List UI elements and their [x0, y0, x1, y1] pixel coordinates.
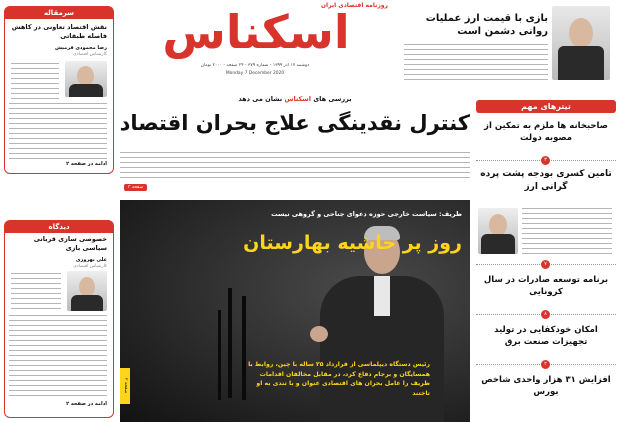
photo-story-kicker: ظریف: سیاست خارجی حوزه دعوای جناحی و گروهی نیست [271, 210, 462, 218]
headline-item-2[interactable] [476, 164, 616, 260]
photo-story[interactable] [120, 200, 470, 422]
left-box-opinion-photo [67, 271, 107, 311]
author-suit [71, 295, 103, 311]
top-story-photo [552, 6, 610, 80]
left-box-editorial-label: سرمقاله [5, 7, 113, 19]
photo-story-title: روز پر حاشیه بهارستان [243, 232, 462, 254]
left-box-editorial-photo [65, 61, 107, 97]
masthead [118, 0, 392, 80]
main-story-title: کنترل نقدینگی علاج بحران اقتصاد [119, 111, 470, 135]
microphone-3 [218, 310, 221, 400]
left-box-editorial-more[interactable]: ادامه در صفحه ۲ [66, 161, 107, 167]
photo-story-caption: رئیس دستگاه دیپلماسی از قرارداد ۲۵ ساله با چین، روابط با همسایگان و برجام دفاع کرد، در مقابل مخالفان اقدامات ظریف را عامل بحران های اقتصادی عنوان و با تندی به او تاختند [248, 361, 430, 397]
kicker-brand: اسکناس [284, 95, 311, 103]
masthead-title: اسکناس [162, 5, 350, 59]
top-story-title: بازی با قیمت ارز عملیات روانی دشمن است [425, 13, 548, 37]
left-box-opinion[interactable] [4, 220, 114, 418]
headline-title: تامین کسری بودجه پشت پرده گرانی ارز [480, 169, 612, 192]
headline-item-3[interactable] [476, 272, 616, 312]
speaker-shirt [374, 276, 390, 316]
left-box-editorial-author-role: کارشناس اقتصادی [73, 52, 107, 57]
portrait-suit [481, 234, 515, 254]
headline-number: ۷ [541, 260, 550, 269]
main-story[interactable] [120, 96, 470, 196]
left-box-editorial-author: رضا محمودی فرمیش [55, 45, 107, 51]
microphone-1 [228, 288, 232, 398]
headline-number: ۸ [541, 310, 550, 319]
masthead-dateline: دوشنبه ۱۷ آذر ۱۳۹۹ - شماره ۳۷۹ - ۲۴ صفحه - ۲۰۰۰ تومان [200, 63, 310, 68]
headline-title: صاحبخانه ها ملزم به تمکین از مصوبه دولت [484, 121, 608, 143]
left-box-opinion-author: علی بهروزی [75, 257, 107, 263]
headline-item-2-body [522, 208, 612, 254]
portrait-face [489, 214, 507, 236]
headline-number: ۳ [541, 156, 550, 165]
photo-story-page[interactable]: صفحه ۲ [120, 368, 130, 404]
headline-title: افزایش ۳۱ هزار واحدی شاخص بورس [481, 375, 611, 397]
speaker-hand [310, 326, 328, 342]
left-box-opinion-title: خصوصی سازی قربانی سیاسی بازی [33, 235, 107, 252]
author-face [79, 277, 95, 297]
headline-item-4[interactable] [476, 322, 616, 362]
main-story-kicker [120, 96, 470, 103]
top-story-body [404, 44, 548, 80]
left-box-opinion-body-2 [9, 315, 107, 397]
main-story-body [120, 152, 470, 182]
left-box-opinion-more[interactable]: ادامه در صفحه ۲ [66, 401, 107, 407]
right-column [476, 100, 616, 418]
masthead-tagline: روزنامه اقتصادی ایران [320, 2, 388, 9]
left-box-editorial[interactable] [4, 6, 114, 174]
headline-item-5[interactable] [476, 372, 616, 416]
right-column-header: تیترهای مهم [476, 100, 616, 113]
main-story-more[interactable]: صفحه ۳ [124, 184, 147, 191]
left-box-editorial-title: نقش اقتصاد تعاونی در کاهش فاصله طبقاتی [11, 23, 107, 40]
left-box-editorial-body-2 [9, 103, 107, 159]
top-story[interactable] [396, 0, 616, 90]
author-face [77, 66, 94, 86]
author-suit [69, 84, 103, 97]
portrait-face [569, 18, 593, 48]
left-box-opinion-author-role: کارشناس اقتصادی [73, 264, 107, 269]
headline-title: برنامه توسعه صادرات در سال کرونایی [483, 275, 609, 297]
left-box-opinion-label: دیدگاه [5, 221, 113, 233]
left-box-opinion-body [11, 273, 61, 311]
left-box-editorial-body [11, 63, 59, 99]
masthead-date-en: Monday 7 December 2020 [225, 71, 285, 76]
headline-number: ۲ [541, 360, 550, 369]
kicker-prefix: بررسی های [313, 95, 352, 103]
headline-item-2-photo [478, 208, 518, 254]
kicker-suffix: نشان می دهد [238, 95, 283, 103]
portrait-suit [558, 46, 604, 80]
headline-title: امکان خودکفایی در تولید تجهیزات صنعت برق [494, 325, 598, 347]
